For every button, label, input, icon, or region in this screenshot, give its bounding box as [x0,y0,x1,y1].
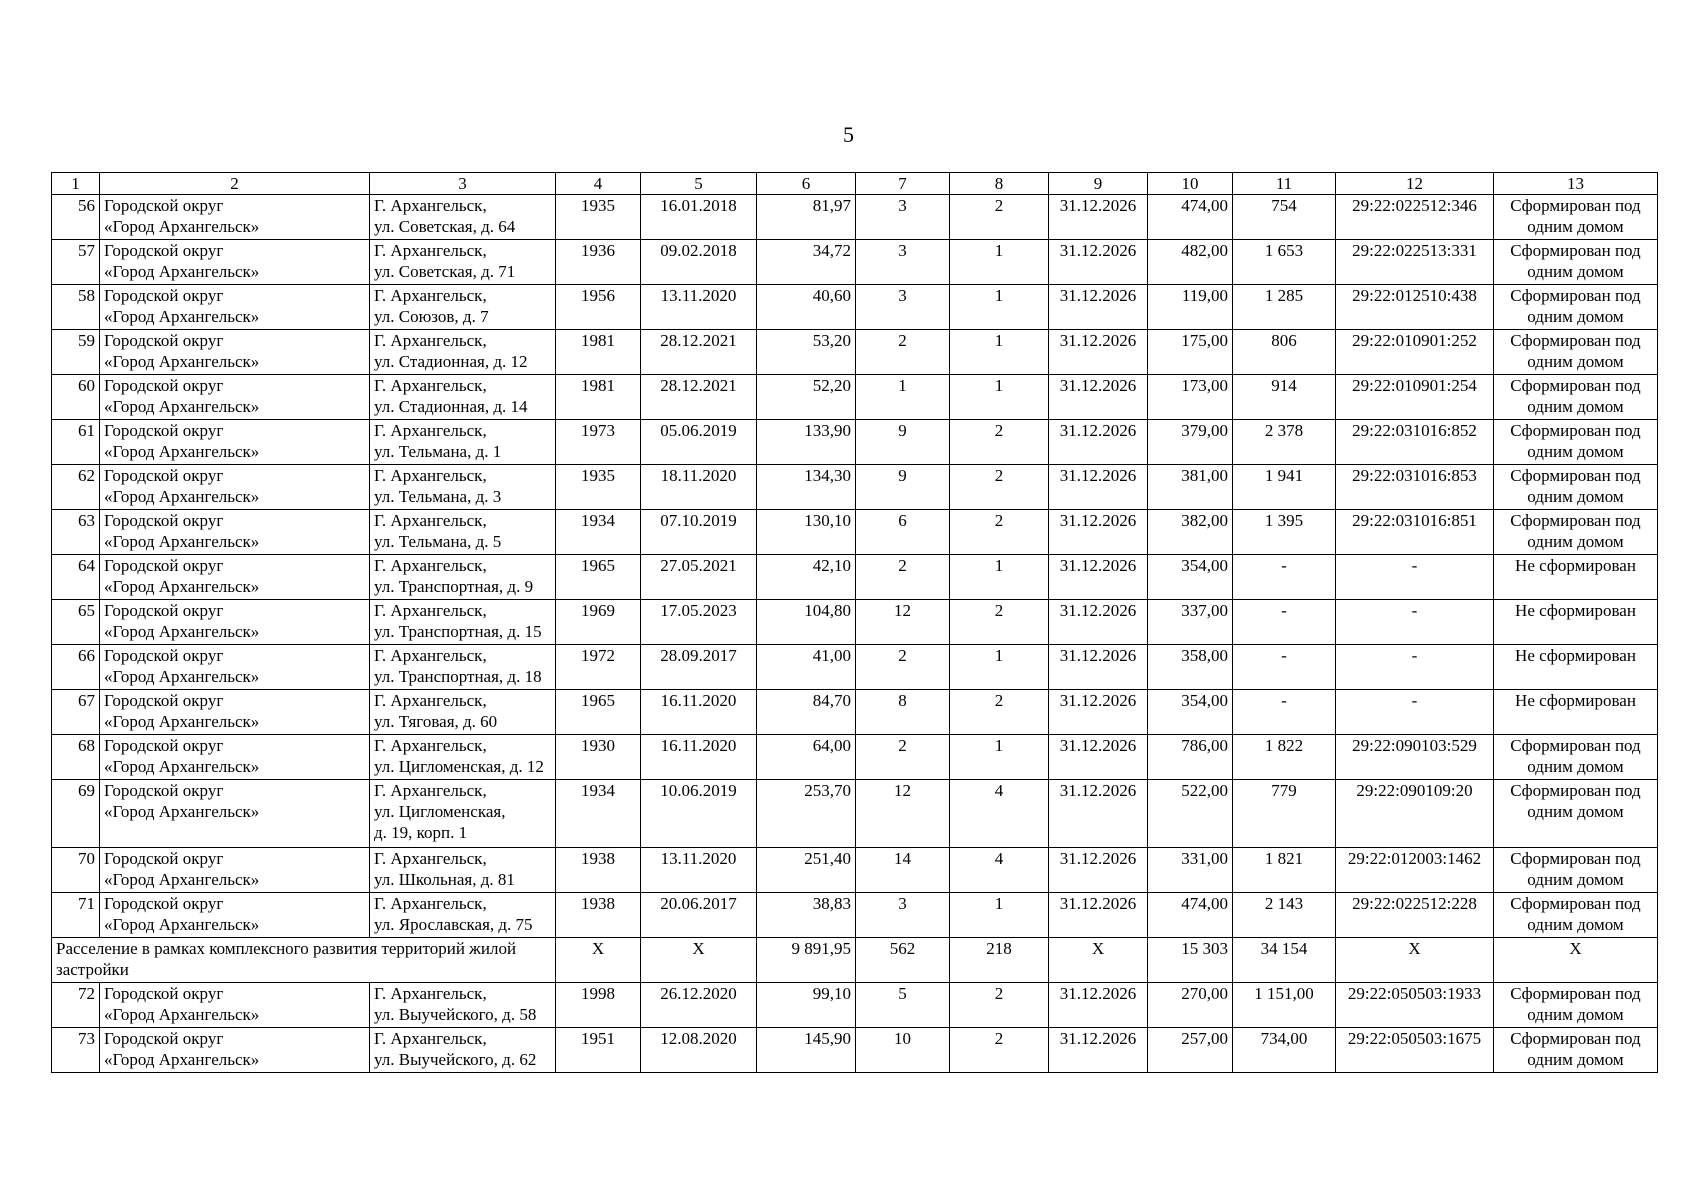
cadastral-number-cell: 29:22:090103:529 [1336,735,1494,780]
cost-cell: 474,00 [1148,195,1233,240]
year-built-cell: 1938 [556,893,641,938]
residents-cell: 2 [856,330,950,375]
row-number-cell: 60 [52,375,100,420]
area-cell: 133,90 [757,420,856,465]
cost-cell: 119,00 [1148,285,1233,330]
address-cell: Г. Архангельск, ул. Тельмана, д. 1 [370,420,556,465]
rooms-cell: 2 [950,600,1049,645]
planned-date-cell: 31.12.2026 [1049,848,1148,893]
land-area-cell: 2 143 [1233,893,1336,938]
planned-date-cell: 31.12.2026 [1049,330,1148,375]
land-status-cell: Сформирован под одним домом [1494,848,1658,893]
land-area-cell: - [1233,645,1336,690]
municipality-cell: Городской округ «Город Архангельск» [100,420,370,465]
area-cell: 64,00 [757,735,856,780]
planned-date-cell: 31.12.2026 [1049,465,1148,510]
land-area-cell: - [1233,555,1336,600]
section-label: Расселение в рамках комплексного развития территорий жилой застройки [52,938,556,983]
residents-cell: 2 [856,735,950,780]
cadastral-number-cell: 29:22:090109:20 [1336,780,1494,848]
land-area-cell: 806 [1233,330,1336,375]
planned-date-cell: 31.12.2026 [1049,1028,1148,1073]
cost-cell: 173,00 [1148,375,1233,420]
rooms-cell: 1 [950,735,1049,780]
area-cell: 145,90 [757,1028,856,1073]
column-header: 3 [370,173,556,195]
planned-date-cell: 31.12.2026 [1049,690,1148,735]
land-area-cell: 1 941 [1233,465,1336,510]
land-status-cell: Сформирован под одним домом [1494,780,1658,848]
recognition-date-cell: 28.09.2017 [641,645,757,690]
area-cell: 41,00 [757,645,856,690]
residents-cell: 3 [856,285,950,330]
rooms-cell: 2 [950,690,1049,735]
page-number: 5 [843,122,854,147]
row-number-cell: 65 [52,600,100,645]
address-cell: Г. Архангельск, ул. Ярославская, д. 75 [370,893,556,938]
land-area-cell: 1 821 [1233,848,1336,893]
cadastral-number-cell: - [1336,690,1494,735]
address-cell: Г. Архангельск, ул. Советская, д. 64 [370,195,556,240]
cadastral-number-cell: - [1336,600,1494,645]
cost-cell: 786,00 [1148,735,1233,780]
year-built-cell: 1956 [556,285,641,330]
municipality-cell: Городской округ «Город Архангельск» [100,510,370,555]
row-number-cell: 59 [52,330,100,375]
residents-cell: 12 [856,780,950,848]
table-row [52,330,1658,375]
planned-date-cell: 31.12.2026 [1049,195,1148,240]
recognition-date-cell: 07.10.2019 [641,510,757,555]
table-row [52,285,1658,330]
year-built-cell: 1965 [556,555,641,600]
residents-cell: 1 [856,375,950,420]
year-built-cell: 1969 [556,600,641,645]
municipality-cell: Городской округ «Город Архангельск» [100,735,370,780]
recognition-date-cell: 16.01.2018 [641,195,757,240]
land-status-cell: Сформирован под одним домом [1494,330,1658,375]
area-cell: 99,10 [757,983,856,1028]
table-row [52,893,1658,938]
row-number-cell: 70 [52,848,100,893]
section-total-cell: X [641,938,757,983]
column-header: 12 [1336,173,1494,195]
table-row [52,780,1658,848]
cost-cell: 354,00 [1148,555,1233,600]
table-row [52,375,1658,420]
table-row [52,848,1658,893]
year-built-cell: 1934 [556,780,641,848]
recognition-date-cell: 26.12.2020 [641,983,757,1028]
year-built-cell: 1972 [556,645,641,690]
table-row [52,420,1658,465]
row-number-cell: 56 [52,195,100,240]
municipality-cell: Городской округ «Город Архангельск» [100,330,370,375]
year-built-cell: 1973 [556,420,641,465]
land-status-cell: Сформирован под одним домом [1494,893,1658,938]
municipality-cell: Городской округ «Город Архангельск» [100,600,370,645]
recognition-date-cell: 28.12.2021 [641,330,757,375]
rooms-cell: 1 [950,555,1049,600]
address-cell: Г. Архангельск, ул. Советская, д. 71 [370,240,556,285]
municipality-cell: Городской округ «Город Архангельск» [100,645,370,690]
cost-cell: 379,00 [1148,420,1233,465]
land-area-cell: 779 [1233,780,1336,848]
column-header: 6 [757,173,856,195]
cadastral-number-cell: 29:22:050503:1933 [1336,983,1494,1028]
planned-date-cell: 31.12.2026 [1049,420,1148,465]
cost-cell: 522,00 [1148,780,1233,848]
cadastral-number-cell: 29:22:010901:252 [1336,330,1494,375]
land-area-cell: 1 395 [1233,510,1336,555]
row-number-cell: 63 [52,510,100,555]
land-status-cell: Сформирован под одним домом [1494,240,1658,285]
year-built-cell: 1965 [556,690,641,735]
address-cell: Г. Архангельск, ул. Транспортная, д. 18 [370,645,556,690]
table-row [52,735,1658,780]
table-row [52,195,1658,240]
address-cell: Г. Архангельск, ул. Стадионная, д. 12 [370,330,556,375]
cost-cell: 482,00 [1148,240,1233,285]
table-row [52,465,1658,510]
cadastral-number-cell: 29:22:031016:851 [1336,510,1494,555]
year-built-cell: 1935 [556,465,641,510]
land-status-cell: Не сформирован [1494,645,1658,690]
land-status-cell: Сформирован под одним домом [1494,510,1658,555]
rooms-cell: 2 [950,420,1049,465]
cadastral-number-cell: 29:22:050503:1675 [1336,1028,1494,1073]
table-row [52,690,1658,735]
land-status-cell: Сформирован под одним домом [1494,420,1658,465]
cadastral-number-cell: 29:22:022512:228 [1336,893,1494,938]
row-number-cell: 57 [52,240,100,285]
municipality-cell: Городской округ «Город Архангельск» [100,375,370,420]
area-cell: 253,70 [757,780,856,848]
recognition-date-cell: 17.05.2023 [641,600,757,645]
land-area-cell: 2 378 [1233,420,1336,465]
land-status-cell: Сформирован под одним домом [1494,195,1658,240]
municipality-cell: Городской округ «Город Архангельск» [100,285,370,330]
residents-cell: 14 [856,848,950,893]
rooms-cell: 2 [950,465,1049,510]
cadastral-number-cell: 29:22:022512:346 [1336,195,1494,240]
planned-date-cell: 31.12.2026 [1049,510,1148,555]
row-number-cell: 64 [52,555,100,600]
residents-cell: 5 [856,983,950,1028]
column-header: 1 [52,173,100,195]
row-number-cell: 66 [52,645,100,690]
residents-cell: 3 [856,240,950,285]
municipality-cell: Городской округ «Город Архангельск» [100,1028,370,1073]
cost-cell: 382,00 [1148,510,1233,555]
address-cell: Г. Архангельск, ул. Транспортная, д. 9 [370,555,556,600]
rooms-cell: 1 [950,375,1049,420]
rooms-cell: 2 [950,510,1049,555]
planned-date-cell: 31.12.2026 [1049,600,1148,645]
column-header: 2 [100,173,370,195]
address-cell: Г. Архангельск, ул. Стадионная, д. 14 [370,375,556,420]
area-cell: 38,83 [757,893,856,938]
land-status-cell: Сформирован под одним домом [1494,1028,1658,1073]
section-total-row [52,938,1658,983]
planned-date-cell: 31.12.2026 [1049,240,1148,285]
address-cell: Г. Архангельск, ул. Тельмана, д. 3 [370,465,556,510]
cadastral-number-cell: 29:22:031016:852 [1336,420,1494,465]
cost-cell: 257,00 [1148,1028,1233,1073]
residents-cell: 3 [856,195,950,240]
land-area-cell: 754 [1233,195,1336,240]
table-row [52,240,1658,285]
column-header: 5 [641,173,757,195]
municipality-cell: Городской округ «Город Архангельск» [100,465,370,510]
cadastral-number-cell: - [1336,645,1494,690]
municipality-cell: Городской округ «Город Архангельск» [100,195,370,240]
recognition-date-cell: 28.12.2021 [641,375,757,420]
address-cell: Г. Архангельск, ул. Цигломенская, д. 12 [370,735,556,780]
area-cell: 42,10 [757,555,856,600]
cost-cell: 270,00 [1148,983,1233,1028]
planned-date-cell: 31.12.2026 [1049,735,1148,780]
land-status-cell: Сформирован под одним домом [1494,375,1658,420]
cost-cell: 175,00 [1148,330,1233,375]
address-cell: Г. Архангельск, ул. Тяговая, д. 60 [370,690,556,735]
table-row [52,983,1658,1028]
rooms-cell: 1 [950,645,1049,690]
resettlement-table [51,172,1658,1073]
row-number-cell: 62 [52,465,100,510]
address-cell: Г. Архангельск, ул. Выучейского, д. 62 [370,1028,556,1073]
municipality-cell: Городской округ «Город Архангельск» [100,983,370,1028]
land-status-cell: Сформирован под одним домом [1494,465,1658,510]
table-header [52,173,1658,195]
table-row [52,1028,1658,1073]
column-header: 4 [556,173,641,195]
recognition-date-cell: 05.06.2019 [641,420,757,465]
recognition-date-cell: 12.08.2020 [641,1028,757,1073]
cadastral-number-cell: 29:22:031016:853 [1336,465,1494,510]
address-cell: Г. Архангельск, ул. Выучейского, д. 58 [370,983,556,1028]
column-header: 7 [856,173,950,195]
recognition-date-cell: 13.11.2020 [641,848,757,893]
recognition-date-cell: 18.11.2020 [641,465,757,510]
municipality-cell: Городской округ «Город Архангельск» [100,780,370,848]
section-total-cell: 9 891,95 [757,938,856,983]
recognition-date-cell: 20.06.2017 [641,893,757,938]
area-cell: 251,40 [757,848,856,893]
table-row [52,555,1658,600]
area-cell: 84,70 [757,690,856,735]
land-area-cell: - [1233,600,1336,645]
area-cell: 104,80 [757,600,856,645]
table-row [52,510,1658,555]
row-number-cell: 67 [52,690,100,735]
cost-cell: 474,00 [1148,893,1233,938]
land-area-cell: 1 822 [1233,735,1336,780]
recognition-date-cell: 10.06.2019 [641,780,757,848]
land-area-cell: 914 [1233,375,1336,420]
land-status-cell: Сформирован под одним домом [1494,983,1658,1028]
land-area-cell: 734,00 [1233,1028,1336,1073]
land-status-cell: Не сформирован [1494,600,1658,645]
residents-cell: 6 [856,510,950,555]
cost-cell: 331,00 [1148,848,1233,893]
cadastral-number-cell: 29:22:012003:1462 [1336,848,1494,893]
residents-cell: 12 [856,600,950,645]
area-cell: 134,30 [757,465,856,510]
area-cell: 130,10 [757,510,856,555]
table-row [52,600,1658,645]
column-header: 13 [1494,173,1658,195]
land-status-cell: Не сформирован [1494,690,1658,735]
rooms-cell: 4 [950,848,1049,893]
residents-cell: 10 [856,1028,950,1073]
land-area-cell: 1 151,00 [1233,983,1336,1028]
planned-date-cell: 31.12.2026 [1049,780,1148,848]
cost-cell: 337,00 [1148,600,1233,645]
recognition-date-cell: 09.02.2018 [641,240,757,285]
cost-cell: 381,00 [1148,465,1233,510]
column-number-row [52,173,1658,195]
year-built-cell: 1951 [556,1028,641,1073]
address-cell: Г. Архангельск, ул. Школьная, д. 81 [370,848,556,893]
cadastral-number-cell: 29:22:022513:331 [1336,240,1494,285]
land-area-cell: 1 285 [1233,285,1336,330]
year-built-cell: 1935 [556,195,641,240]
planned-date-cell: 31.12.2026 [1049,285,1148,330]
land-area-cell: 1 653 [1233,240,1336,285]
table-row [52,645,1658,690]
rooms-cell: 2 [950,983,1049,1028]
rooms-cell: 1 [950,330,1049,375]
area-cell: 34,72 [757,240,856,285]
rooms-cell: 4 [950,780,1049,848]
residents-cell: 9 [856,420,950,465]
section-total-cell: X [556,938,641,983]
rooms-cell: 1 [950,240,1049,285]
recognition-date-cell: 27.05.2021 [641,555,757,600]
section-total-cell: X [1336,938,1494,983]
residents-cell: 9 [856,465,950,510]
column-header: 9 [1049,173,1148,195]
area-cell: 53,20 [757,330,856,375]
cost-cell: 358,00 [1148,645,1233,690]
land-status-cell: Не сформирован [1494,555,1658,600]
planned-date-cell: 31.12.2026 [1049,555,1148,600]
row-number-cell: 58 [52,285,100,330]
address-cell: Г. Архангельск, ул. Цигломенская, д. 19, корп. 1 [370,780,556,848]
land-status-cell: Сформирован под одним домом [1494,285,1658,330]
column-header: 10 [1148,173,1233,195]
rooms-cell: 1 [950,893,1049,938]
section-total-cell: 562 [856,938,950,983]
municipality-cell: Городской округ «Город Архангельск» [100,240,370,285]
row-number-cell: 61 [52,420,100,465]
section-total-cell: X [1049,938,1148,983]
land-area-cell: - [1233,690,1336,735]
planned-date-cell: 31.12.2026 [1049,983,1148,1028]
planned-date-cell: 31.12.2026 [1049,645,1148,690]
rooms-cell: 2 [950,1028,1049,1073]
row-number-cell: 72 [52,983,100,1028]
column-header: 8 [950,173,1049,195]
address-cell: Г. Архангельск, ул. Транспортная, д. 15 [370,600,556,645]
year-built-cell: 1930 [556,735,641,780]
residents-cell: 2 [856,645,950,690]
section-total-cell: X [1494,938,1658,983]
recognition-date-cell: 16.11.2020 [641,735,757,780]
year-built-cell: 1938 [556,848,641,893]
address-cell: Г. Архангельск, ул. Тельмана, д. 5 [370,510,556,555]
year-built-cell: 1936 [556,240,641,285]
area-cell: 52,20 [757,375,856,420]
planned-date-cell: 31.12.2026 [1049,893,1148,938]
row-number-cell: 69 [52,780,100,848]
cost-cell: 354,00 [1148,690,1233,735]
planned-date-cell: 31.12.2026 [1049,375,1148,420]
recognition-date-cell: 16.11.2020 [641,690,757,735]
municipality-cell: Городской округ «Город Архангельск» [100,848,370,893]
residents-cell: 2 [856,555,950,600]
rooms-cell: 1 [950,285,1049,330]
residents-cell: 3 [856,893,950,938]
municipality-cell: Городской округ «Город Архангельск» [100,555,370,600]
recognition-date-cell: 13.11.2020 [641,285,757,330]
row-number-cell: 71 [52,893,100,938]
rooms-cell: 2 [950,195,1049,240]
table-body [52,195,1658,1073]
address-cell: Г. Архангельск, ул. Союзов, д. 7 [370,285,556,330]
cadastral-number-cell: 29:22:010901:254 [1336,375,1494,420]
cadastral-number-cell: 29:22:012510:438 [1336,285,1494,330]
municipality-cell: Городской округ «Город Архангельск» [100,893,370,938]
section-total-cell: 34 154 [1233,938,1336,983]
year-built-cell: 1998 [556,983,641,1028]
row-number-cell: 68 [52,735,100,780]
section-total-cell: 15 303 [1148,938,1233,983]
land-status-cell: Сформирован под одним домом [1494,735,1658,780]
column-header: 11 [1233,173,1336,195]
section-total-cell: 218 [950,938,1049,983]
residents-cell: 8 [856,690,950,735]
row-number-cell: 73 [52,1028,100,1073]
year-built-cell: 1981 [556,375,641,420]
year-built-cell: 1934 [556,510,641,555]
municipality-cell: Городской округ «Город Архангельск» [100,690,370,735]
cadastral-number-cell: - [1336,555,1494,600]
area-cell: 40,60 [757,285,856,330]
year-built-cell: 1981 [556,330,641,375]
area-cell: 81,97 [757,195,856,240]
